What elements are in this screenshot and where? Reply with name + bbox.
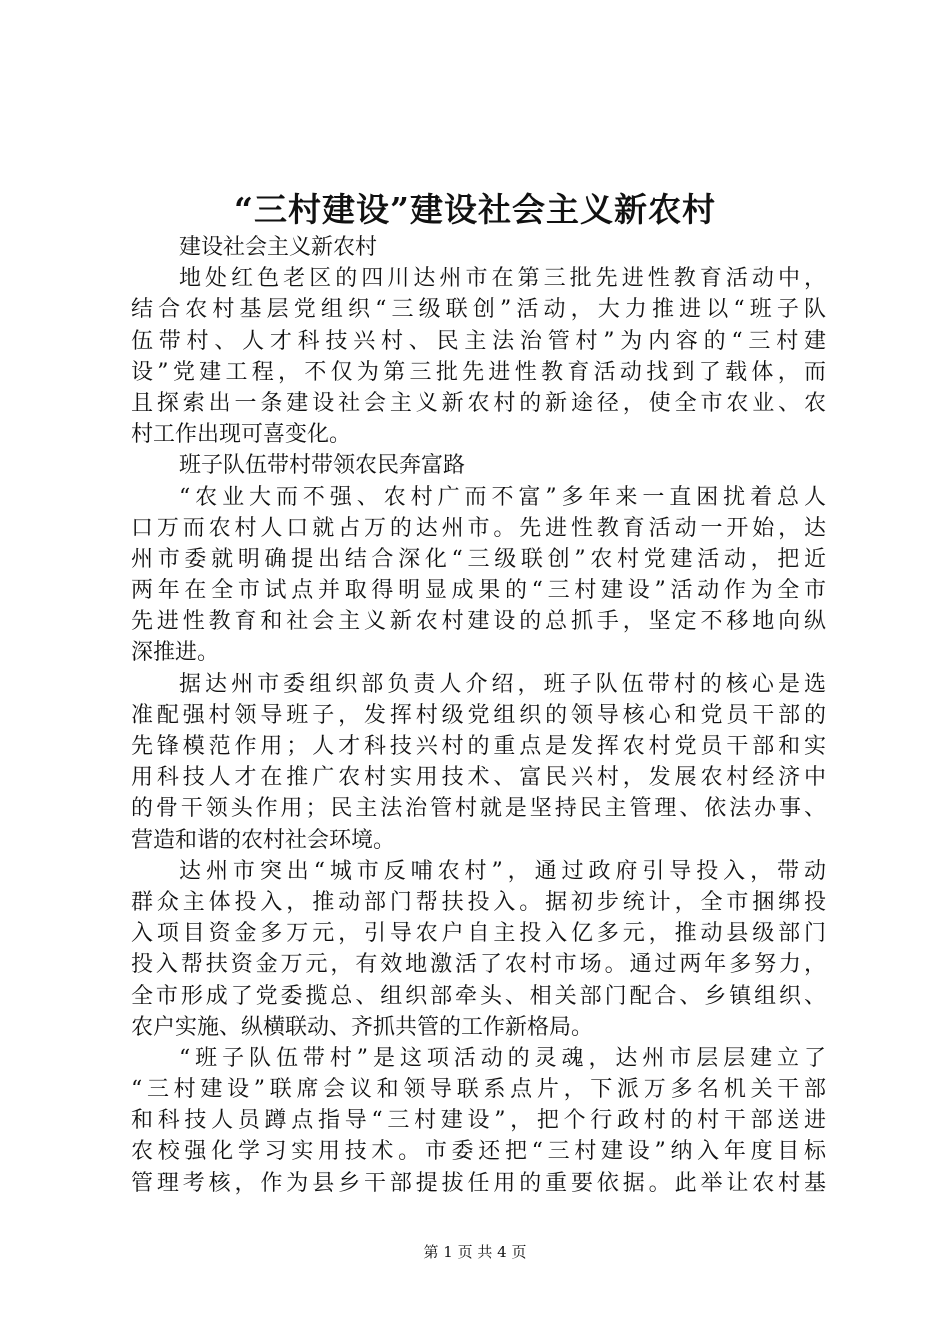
body-text-line: 结合农村基层党组织“三级联创”活动，大力推进以“班子队 [131, 297, 826, 323]
body-text-line: 用科技人才在推广农村实用技术、富民兴村，发展农村经济中 [131, 765, 826, 791]
body-text-line: 入项目资金多万元，引导农户自主投入亿多元，推动县级部门 [131, 921, 826, 947]
body-text-line: 据达州市委组织部负责人介绍，班子队伍带村的核心是选 [179, 671, 826, 697]
body-text-line: 农户实施、纵横联动、齐抓共管的工作新格局。 [131, 1014, 594, 1040]
body-text-line: 先进性教育和社会主义新农村建设的总抓手，坚定不移地向纵 [131, 609, 826, 635]
body-text-line: 设”党建工程，不仅为第三批先进性教育活动找到了载体，而 [131, 359, 826, 385]
body-text-line: 营造和谐的农村社会环境。 [131, 827, 396, 853]
body-text-line: 地处红色老区的四川达州市在第三批先进性教育活动中， [179, 266, 826, 292]
body-text-line: 班子队伍带村带领农民奔富路 [179, 453, 466, 479]
body-text-line: “农业大而不强、农村广而不富”多年来一直困扰着总人 [179, 484, 826, 510]
body-text-line: 群众主体投入，推动部门帮扶投入。据初步统计，全市捆绑投 [131, 889, 826, 915]
document-title: “三村建设”建设社会主义新农村 [234, 190, 716, 229]
body-text-line: 两年在全市试点并取得明显成果的“三村建设”活动作为全市 [131, 578, 826, 604]
body-text-line: 投入帮扶资金万元，有效地激活了农村市场。通过两年多努力， [131, 952, 826, 978]
body-text-line: 深推进。 [131, 640, 220, 666]
body-text-line: “三村建设”联席会议和领导联系点片，下派万多名机关干部 [131, 1077, 826, 1103]
body-text-line: 达州市突出“城市反哺农村”，通过政府引导投入，带动 [179, 858, 826, 884]
body-text-line: 农校强化学习实用技术。市委还把“三村建设”纳入年度目标 [131, 1139, 826, 1165]
body-text-line: 州市委就明确提出结合深化“三级联创”农村党建活动，把近 [131, 546, 826, 572]
body-text-line: 口万而农村人口就占万的达州市。先进性教育活动一开始，达 [131, 515, 826, 541]
body-text-line: 先锋模范作用；人才科技兴村的重点是发挥农村党员干部和实 [131, 734, 826, 759]
body-text-line: 管理考核，作为县乡干部提拔任用的重要依据。此举让农村基 [131, 1170, 826, 1196]
body-text-line: 村工作出现可喜变化。 [131, 422, 352, 448]
document-body [131, 232, 826, 1199]
body-text-line: 和科技人员蹲点指导“三村建设”，把个行政村的村干部送进 [131, 1108, 826, 1134]
body-text-line: 且探索出一条建设社会主义新农村的新途径，使全市农业、农 [131, 390, 826, 416]
body-text-line: 伍带村、人才科技兴村、民主法治管村”为内容的“三村建 [131, 328, 826, 354]
body-text-line: 全市形成了党委揽总、组织部牵头、相关部门配合、乡镇组织、 [131, 983, 826, 1009]
body-text-line: “班子队伍带村”是这项活动的灵魂，达州市层层建立了 [179, 1045, 826, 1071]
page-footer: 第 1 页 共 4 页 [423, 1243, 527, 1261]
body-text-line: 建设社会主义新农村 [179, 235, 378, 260]
body-text-line: 的骨干领头作用；民主法治管村就是坚持民主管理、依法办事、 [131, 796, 826, 822]
body-text-line: 准配强村领导班子，发挥村级党组织的领导核心和党员干部的 [131, 702, 826, 728]
